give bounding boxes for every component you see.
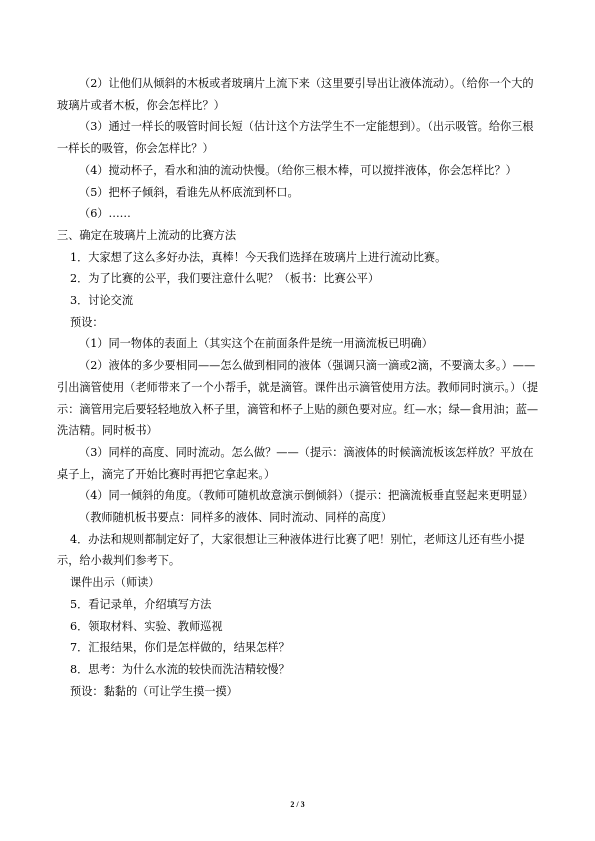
step-5: 5．看记录单，介绍填写方法 <box>70 597 212 611</box>
step-4: 4．办法和规则都制定好了，大家很想让三种液体进行比赛了吧！别忙，老师这儿还有些小提示，给小裁判们参考下。 <box>57 532 525 568</box>
preset-1: （1）同一物体的表面上（其实这个在前面条件是统一用滴流板已明确） <box>79 337 433 351</box>
step-3: 3．讨论交流 <box>70 294 134 308</box>
document-body <box>57 73 539 702</box>
paragraph-4-stir: （4）搅动杯子，看水和油的流动快慢。（给你三根木棒，可以搅拌液体，你会怎样比？） <box>79 163 517 177</box>
preset-4: （4）同一倾斜的角度。（教师可随机故意演示倒倾斜）（提示：把滴流板垂直竖起来更明显） <box>79 489 534 503</box>
step-1: 1．大家想了这么多好办法，真棒！今天我们选择在玻璃片上进行流动比赛。 <box>70 250 447 264</box>
courseware-note: 课件出示（师读） <box>70 576 160 590</box>
preset-label: 预设： <box>70 315 104 329</box>
paragraph-2-slope: （2）让他们从倾斜的木板或者玻璃片上流下来（这里要引导出让液体流动）。（给你一个大的玻璃片或者木板，你会怎样比？） <box>57 77 534 112</box>
preset-3: （3）同样的高度、同时流动。怎么做？——（提示：滴液体的时候滴流板该怎样放？平放在桌子上，滴完了开始比赛时再把它拿起来。） <box>57 445 534 481</box>
preset-final: 预设：黏黏的（可让学生摸一摸） <box>70 684 238 698</box>
paragraph-6-etc: （6）…… <box>79 207 131 221</box>
paragraph-5-tilt: （5）把杯子倾斜，看谁先从杯底流到杯口。 <box>79 185 299 199</box>
board-notes: （教师随机板书要点：同样多的液体、同时流动、同样的高度） <box>79 511 393 525</box>
step-8: 8．思考：为什么水流的较快而洗洁精较慢？ <box>70 662 290 676</box>
paragraph-3-straw: （3）通过一样长的吸管时间长短（估计这个方法学生不一定能想到）。（出示吸管。给你三根一样长的吸管，你会怎样比？） <box>57 120 534 156</box>
step-6: 6．领取材料、实验、教师巡视 <box>70 619 223 633</box>
preset-2: （2）液体的多少要相同——怎么做到相同的液体（强调只滴一滴或2滴，不要滴太多。）——引出滴管使用（老师带来了一个小帮手，就是滴管。课件出示滴管使用方法。教师同时演示。）（提示：滴管用完后要轻轻地放入杯子里，滴管和杯子上贴的颜色要对应。红—水；绿—食用油；蓝—洗洁精。同时板书） <box>57 359 539 438</box>
step-7: 7．汇报结果，你们是怎样做的，结果怎样？ <box>70 641 290 655</box>
section-heading-3: 三、确定在玻璃片上流动的比赛方法 <box>57 228 237 242</box>
step-2: 2．为了比赛的公平，我们要注意什么呢？（板书：比赛公平） <box>70 272 380 286</box>
page-number: 2 / 3 <box>290 800 305 809</box>
